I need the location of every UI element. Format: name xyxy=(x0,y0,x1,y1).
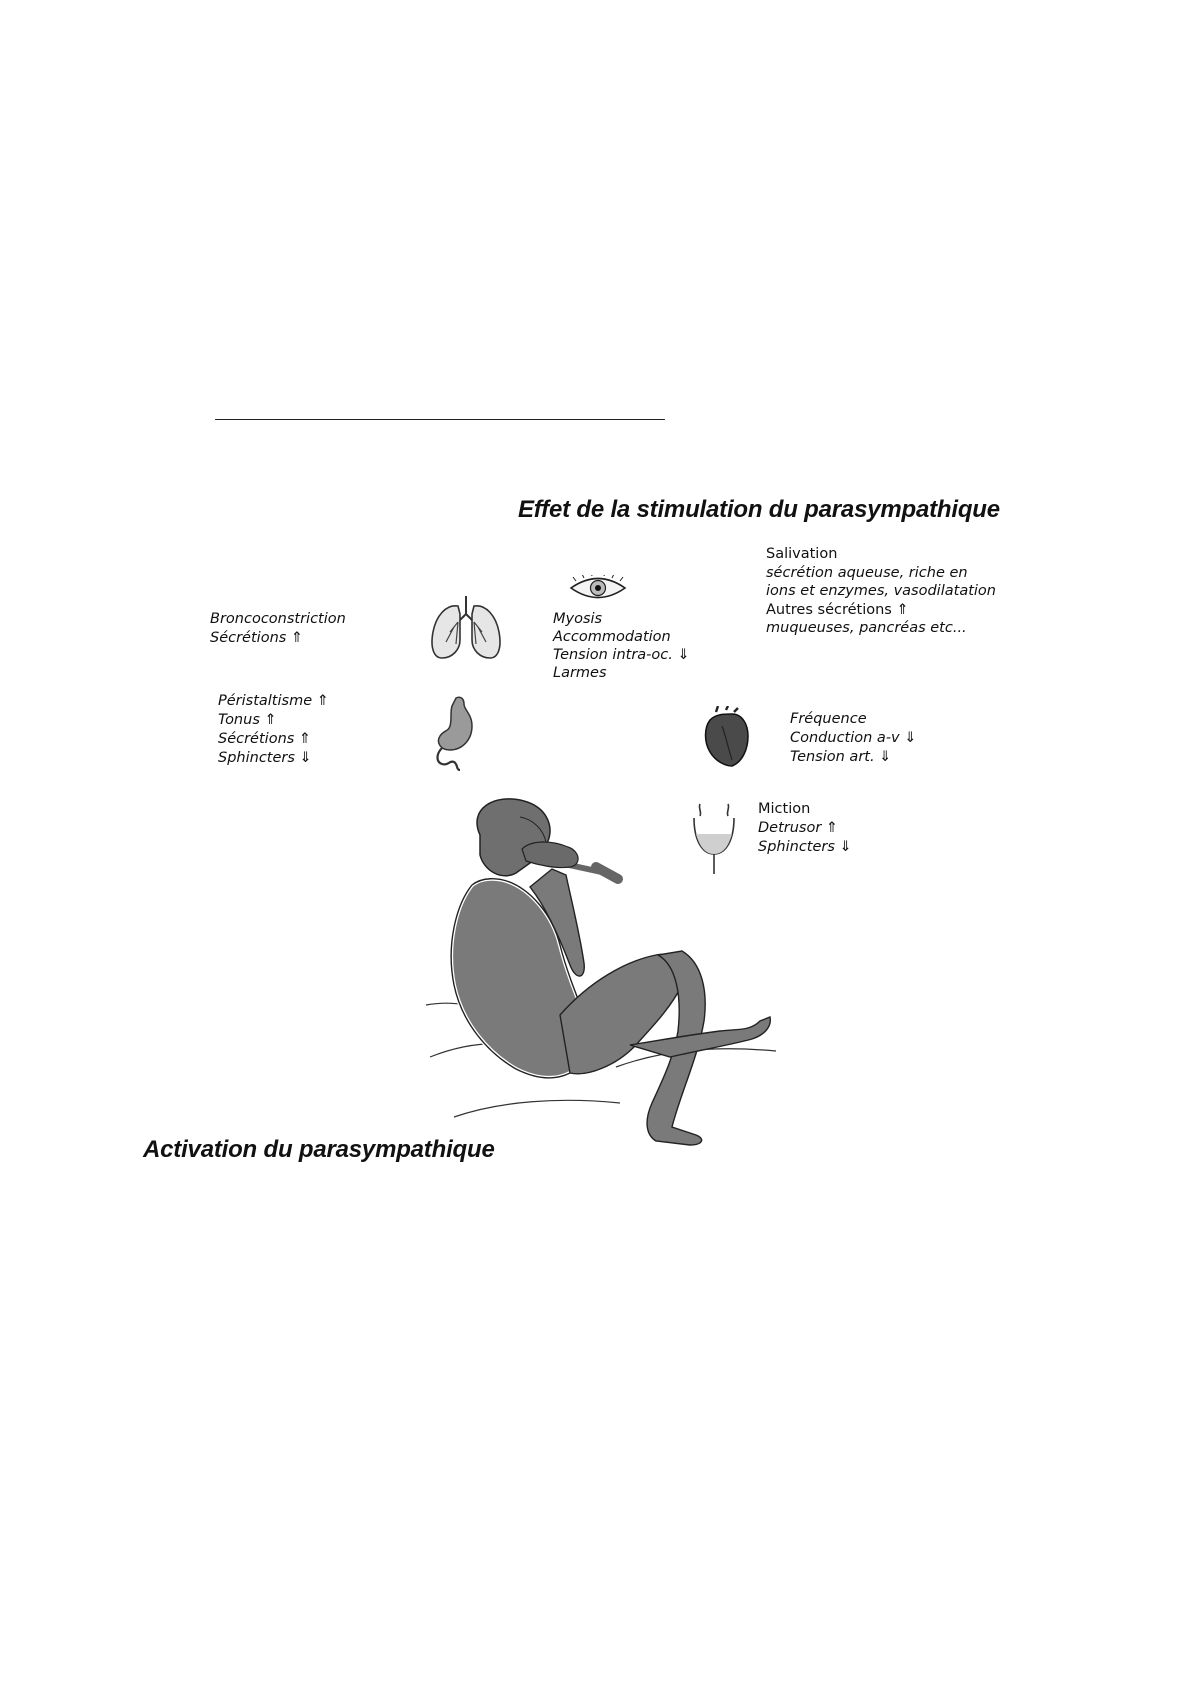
eye-line: Myosis xyxy=(553,611,603,627)
heart-icon xyxy=(702,706,750,768)
lungs-effects-label xyxy=(210,610,346,648)
salivation-line: Autres sécrétions ⇑ xyxy=(766,601,909,618)
salivation-effects-label xyxy=(766,545,996,638)
bladder-line: Detrusor ⇑ xyxy=(758,820,839,836)
bladder-line: Miction xyxy=(758,801,811,817)
digestive-line: Sécrétions ⇑ xyxy=(218,731,312,747)
salivation-line: sécrétion aqueuse, riche en xyxy=(766,564,968,581)
digestive-effects-label xyxy=(218,692,329,768)
lungs-line: Broncoconstriction xyxy=(210,611,346,627)
eye-line: Larmes xyxy=(553,665,607,681)
bladder-line: Sphincters ⇓ xyxy=(758,839,852,855)
seated-figure-illustration xyxy=(420,795,820,1155)
salivation-line: Salivation xyxy=(766,546,838,562)
diagram-title: Effet de la stimulation du parasympathique xyxy=(518,496,1000,523)
digestive-line: Péristaltisme ⇑ xyxy=(218,693,329,709)
digestive-line: Tonus ⇑ xyxy=(218,712,277,728)
eye-line: Tension intra-oc. ⇓ xyxy=(553,647,690,663)
heart-line: Conduction a-v ⇓ xyxy=(790,730,917,746)
salivation-line: muqueuses, pancréas etc... xyxy=(766,620,967,636)
digestive-line: Sphincters ⇓ xyxy=(218,750,312,766)
lungs-line: Sécrétions ⇑ xyxy=(210,630,304,646)
horizontal-rule xyxy=(215,419,665,420)
lungs-icon xyxy=(428,592,504,662)
heart-line: Fréquence xyxy=(790,711,867,727)
eye-line: Accommodation xyxy=(553,629,671,645)
stomach-icon xyxy=(430,692,480,772)
eye-icon xyxy=(568,575,628,601)
heart-line: Tension art. ⇓ xyxy=(790,749,892,765)
salivation-line: ions et enzymes, vasodilatation xyxy=(766,583,996,599)
eye-effects-label xyxy=(553,610,690,682)
heart-effects-label xyxy=(790,710,916,767)
diagram-caption: Activation du parasympathique xyxy=(143,1136,495,1163)
